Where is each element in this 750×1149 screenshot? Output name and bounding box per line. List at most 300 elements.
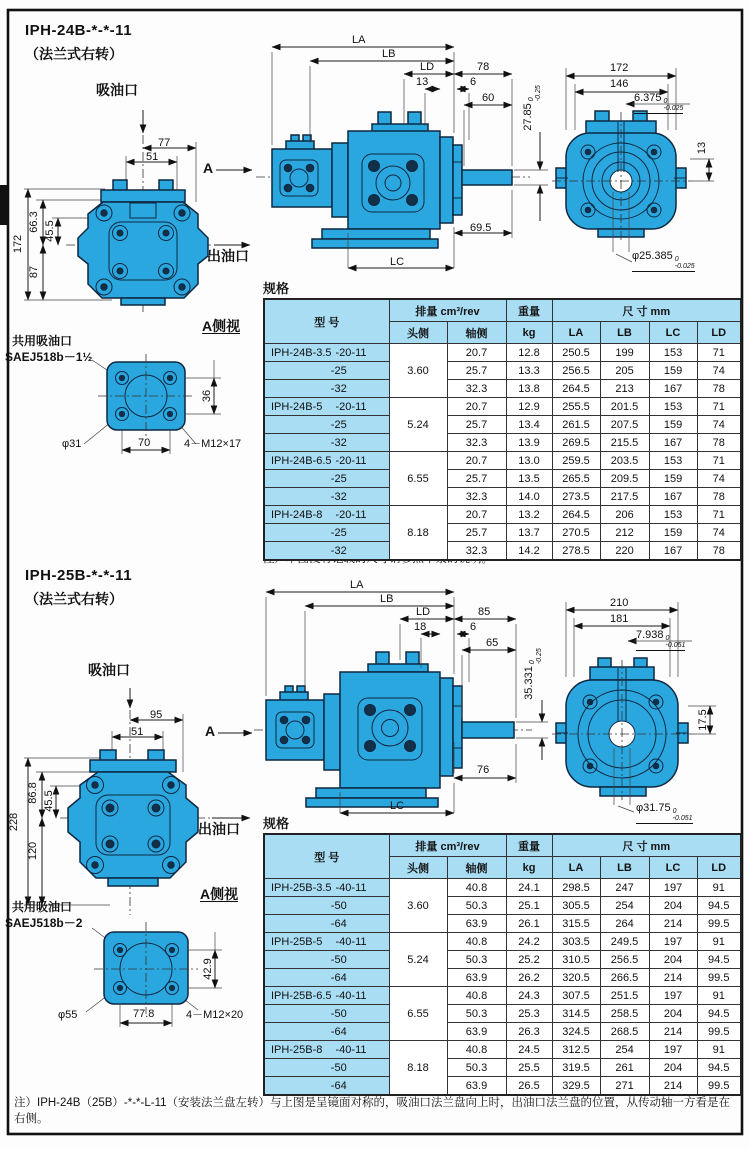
spec-cell: 63.9 (447, 1077, 506, 1096)
col-lc: LC (649, 857, 697, 879)
spec-cell: 264.5 (552, 380, 600, 398)
spec-cell: 26.5 (506, 1077, 552, 1096)
dim-phi55: φ55 (58, 1009, 78, 1021)
dim-36: 36 (201, 389, 213, 403)
spec-cell: 256.5 (600, 951, 649, 969)
spec-cell: 24.3 (506, 987, 552, 1005)
col-shaft-side: 轴侧 (447, 322, 506, 344)
spec-row (264, 434, 741, 452)
dim-bolt-m12x17: 4－M12×17 (184, 438, 242, 450)
col-lc: LC (649, 322, 697, 344)
pump-side-view-24b (256, 47, 548, 268)
dim-172: 172 (12, 234, 24, 254)
spec-cell: 14.2 (506, 542, 552, 561)
spec-cell: 6.55 (389, 987, 447, 1041)
col-size: 尺 寸 mm (552, 299, 741, 322)
spec-cell: -64 (264, 1077, 389, 1096)
spec-cell: IPH-24B-6.5 -20-11 (264, 452, 389, 470)
section1-subtitle: （法兰式右转） (25, 46, 123, 62)
spec-cell: 32.3 (447, 488, 506, 506)
dim-lc: LC (390, 256, 405, 268)
spec-cell: 91 (697, 987, 741, 1005)
spec-cell: 278.5 (552, 542, 600, 561)
spec-cell: 74 (697, 524, 741, 542)
spec-cell: 94.5 (697, 951, 741, 969)
spec-cell: 25.1 (506, 897, 552, 915)
pump-side-view-25b (254, 592, 548, 813)
spec-cell: 204 (649, 1005, 697, 1023)
spec-cell: 94.5 (697, 1005, 741, 1023)
dim-shaft-dia-25-385: φ25.385 0 -0.025 (632, 250, 695, 270)
dim-69-5: 69.5 (470, 222, 492, 234)
dim-13-rear: 13 (696, 141, 708, 155)
col-lb: LB (600, 322, 649, 344)
spec-cell: 305.5 (552, 897, 600, 915)
spec-cell: 13.7 (506, 524, 552, 542)
spec-cell: 266.5 (600, 969, 649, 987)
spec-cell: 214 (649, 969, 697, 987)
spec-cell: 12.8 (506, 344, 552, 362)
dim-18: 18 (414, 621, 427, 633)
spec-row (264, 1059, 741, 1077)
spec-cell: 204 (649, 1059, 697, 1077)
dim-la-2: LA (350, 579, 364, 591)
dim-shaft-35-331: 35.331 0 -0.25 (523, 648, 543, 700)
spec-cell: 26.3 (506, 1023, 552, 1041)
spec-cell: 99.5 (697, 915, 741, 933)
discharge-port-label: 出油口 (207, 248, 249, 264)
dim-key-7-938: 7.938 0 -0.051 (636, 629, 686, 649)
spec-cell: 25.3 (506, 1005, 552, 1023)
col-weight: 重量 (506, 299, 552, 322)
spec-cell: -64 (264, 1023, 389, 1041)
dim-120: 120 (27, 841, 39, 861)
spec-cell: 209.5 (600, 470, 649, 488)
spec-row (264, 1041, 741, 1059)
dim-172-rear: 172 (610, 62, 629, 74)
col-model: 型 号 (264, 299, 389, 344)
spec-cell: 298.5 (552, 879, 600, 897)
page-edge-tab (0, 185, 9, 225)
dim-146: 146 (610, 78, 629, 90)
spec-cell: 40.8 (447, 879, 506, 897)
spec-cell: 203.5 (600, 452, 649, 470)
spec-cell: 213 (600, 380, 649, 398)
dim-lb: LB (382, 48, 396, 60)
spec-cell: 319.5 (552, 1059, 600, 1077)
spec-cell: 50.3 (447, 1005, 506, 1023)
spec-cell: 12.9 (506, 398, 552, 416)
col-ld: LD (697, 322, 741, 344)
spec-cell: 259.5 (552, 452, 600, 470)
spec-cell: -50 (264, 1059, 389, 1077)
dim-210: 210 (610, 597, 629, 609)
spec-cell: 320.5 (552, 969, 600, 987)
spec-cell: 199 (600, 344, 649, 362)
spec-cell: -25 (264, 524, 389, 542)
spec-cell: 159 (649, 524, 697, 542)
spec-cell: 207.5 (600, 416, 649, 434)
spec-cell: 99.5 (697, 1023, 741, 1041)
spec-cell: -25 (264, 470, 389, 488)
spec-cell: 25.7 (447, 416, 506, 434)
dim-95: 95 (150, 709, 163, 721)
dim-65: 65 (486, 637, 499, 649)
spec-cell: 310.5 (552, 951, 600, 969)
suction-port-label: 吸油口 (96, 82, 138, 98)
spec-cell: -32 (264, 380, 389, 398)
spec-cell: 20.7 (447, 398, 506, 416)
a-side-view-label-2: A侧视 (200, 886, 239, 902)
a-side-view-label: A侧视 (202, 318, 241, 334)
spec-cell: 5.24 (389, 933, 447, 987)
dim-45-5-2: 45.5 (43, 790, 55, 812)
spec-cell: 271 (600, 1077, 649, 1096)
spec-cell: 25.7 (447, 470, 506, 488)
dim-ld-2: LD (416, 606, 431, 618)
dim-lb-2: LB (380, 593, 394, 605)
spec-cell: 268.5 (600, 1023, 649, 1041)
spec-cell: 167 (649, 542, 697, 561)
spec-cell: 167 (649, 380, 697, 398)
spec-cell: IPH-25B-5 -40-11 (264, 933, 389, 951)
spec-cell: 25.7 (447, 362, 506, 380)
spec-row (264, 879, 741, 897)
spec-cell: 159 (649, 416, 697, 434)
spec-cell: 14.0 (506, 488, 552, 506)
dim-lc-2: LC (390, 800, 405, 812)
spec-cell: IPH-24B-8 -20-11 (264, 506, 389, 524)
spec-cell: -50 (264, 951, 389, 969)
dim-86-8: 86.8 (27, 782, 39, 804)
spec-cell: 63.9 (447, 915, 506, 933)
view-a-mark: A (203, 160, 214, 176)
spec-cell: 153 (649, 506, 697, 524)
col-displacement: 排量 cm³/rev (389, 299, 506, 322)
col-ld: LD (697, 857, 741, 879)
spec-cell: 13.0 (506, 452, 552, 470)
spec-cell: 261 (600, 1059, 649, 1077)
col-la: LA (552, 322, 600, 344)
spec-row (264, 398, 741, 416)
pump-front-view-25b (24, 688, 252, 915)
suction-port-label-2: 吸油口 (88, 662, 130, 678)
spec-cell: 13.2 (506, 506, 552, 524)
spec-cell: 13.3 (506, 362, 552, 380)
dim-70: 70 (138, 437, 151, 449)
spec-cell: 197 (649, 879, 697, 897)
spec-cell: 40.8 (447, 987, 506, 1005)
spec-cell: 50.3 (447, 1059, 506, 1077)
spec-cell: 50.3 (447, 897, 506, 915)
col-lb: LB (600, 857, 649, 879)
spec-cell: IPH-24B-5 -20-11 (264, 398, 389, 416)
dim-shaft-dia-31-75: φ31.75 0 -0.051 (636, 802, 693, 822)
spec-cell: 74 (697, 362, 741, 380)
spec-cell: 74 (697, 470, 741, 488)
dim-bolt-m12x20: 4－M12×20 (186, 1009, 244, 1021)
common-suction-label-1: 共用吸油口 (12, 334, 73, 348)
spec-cell: 13.4 (506, 416, 552, 434)
dim-66-3: 66.3 (28, 211, 40, 233)
spec-row (264, 1023, 741, 1041)
section2-title: IPH-25B-*-*-11 (25, 567, 133, 584)
spec-cell: 269.5 (552, 434, 600, 452)
spec-cell: 315.5 (552, 915, 600, 933)
spec-cell: 78 (697, 488, 741, 506)
spec-row (264, 1005, 741, 1023)
spec-cell: 71 (697, 344, 741, 362)
spec-cell: 256.5 (552, 362, 600, 380)
spec-cell: 214 (649, 915, 697, 933)
col-la: LA (552, 857, 600, 879)
pump-rear-view-25b (552, 602, 716, 812)
spec-cell: 220 (600, 542, 649, 561)
spec-row (264, 344, 741, 362)
spec-cell: -64 (264, 915, 389, 933)
spec-row (264, 380, 741, 398)
spec-cell: 63.9 (447, 969, 506, 987)
spec-cell: 6.55 (389, 452, 447, 506)
spec-row (264, 470, 741, 488)
spec-cell: 25.2 (506, 951, 552, 969)
spec-cell: 307.5 (552, 987, 600, 1005)
dim-45-5: 45.5 (44, 220, 56, 242)
spec-cell: 255.5 (552, 398, 600, 416)
spec-cell: 254 (600, 897, 649, 915)
spec-cell: 204 (649, 951, 697, 969)
spec-cell: 197 (649, 1041, 697, 1059)
spec-cell: 167 (649, 434, 697, 452)
spec-table-25b (263, 833, 742, 1096)
pump-front-view-24b (24, 110, 252, 312)
pump-rear-view-24b (552, 68, 714, 262)
spec-cell: 50.3 (447, 951, 506, 969)
dim-13: 13 (416, 76, 429, 88)
spec-table-24b (263, 298, 742, 561)
col-kg: kg (506, 857, 552, 879)
spec-cell: 32.3 (447, 542, 506, 561)
col-head-side: 头侧 (389, 857, 447, 879)
spec-cell: 159 (649, 470, 697, 488)
section1-title: IPH-24B-*-*-11 (25, 22, 133, 39)
spec-cell: 159 (649, 362, 697, 380)
spec-row (264, 488, 741, 506)
spec-cell: 258.5 (600, 1005, 649, 1023)
spec-cell: 91 (697, 1041, 741, 1059)
spec-cell: 273.5 (552, 488, 600, 506)
spec-row (264, 897, 741, 915)
common-suction-label-2: SAEJ518b－1½ (5, 350, 93, 364)
spec-cell: 99.5 (697, 969, 741, 987)
spec-cell: 8.18 (389, 1041, 447, 1096)
col-model: 型 号 (264, 834, 389, 879)
dim-51-2: 51 (131, 726, 144, 738)
spec-title-2: 规格 (263, 816, 290, 831)
spec-cell: 167 (649, 488, 697, 506)
footer-note: 注）IPH-24B（25B）-*-*-L-11（安装法兰盘左转）与上图是呈镜面对称的，吸油口法兰盘向上时，出油口法兰盘的位置，从传动轴一方看是在右侧。 (14, 1097, 731, 1125)
spec-cell: 91 (697, 879, 741, 897)
spec-cell: 265.5 (552, 470, 600, 488)
dim-key-6-375: 6.375 0 -0.025 (634, 92, 684, 112)
spec-cell: 329.5 (552, 1077, 600, 1096)
spec-cell: 24.1 (506, 879, 552, 897)
spec-cell: 206 (600, 506, 649, 524)
dim-77: 77 (158, 137, 171, 149)
spec-cell: 71 (697, 506, 741, 524)
spec-cell: 153 (649, 344, 697, 362)
spec-title-1: 规格 (263, 281, 290, 296)
spec-cell: 212 (600, 524, 649, 542)
spec-cell: 13.9 (506, 434, 552, 452)
spec-cell: 78 (697, 542, 741, 561)
dim-78: 78 (477, 61, 490, 73)
spec-cell: -32 (264, 488, 389, 506)
spec-cell: IPH-25B-8 -40-11 (264, 1041, 389, 1059)
spec-row (264, 542, 741, 561)
spec-cell: 247 (600, 879, 649, 897)
spec-cell: 24.5 (506, 1041, 552, 1059)
dim-228: 228 (8, 812, 20, 832)
spec-cell: 215.5 (600, 434, 649, 452)
spec-cell: 324.5 (552, 1023, 600, 1041)
spec-cell: 264.5 (552, 506, 600, 524)
spec-cell: 250.5 (552, 344, 600, 362)
spec-cell: 40.8 (447, 1041, 506, 1059)
dim-87: 87 (28, 265, 40, 279)
spec-cell: 201.5 (600, 398, 649, 416)
dim-85: 85 (478, 606, 491, 618)
spec-cell: -50 (264, 1005, 389, 1023)
spec-cell: 217.5 (600, 488, 649, 506)
spec-row (264, 933, 741, 951)
spec-cell: 26.2 (506, 969, 552, 987)
spec-cell: 205 (600, 362, 649, 380)
spec-cell: 303.5 (552, 933, 600, 951)
dim-77-8: 77.8 (133, 1008, 155, 1020)
col-shaft-side: 轴侧 (447, 857, 506, 879)
dim-60: 60 (482, 92, 495, 104)
spec-cell: 254 (600, 1041, 649, 1059)
spec-cell: 25.5 (506, 1059, 552, 1077)
dim-6: 6 (470, 76, 477, 88)
spec-cell: 153 (649, 398, 697, 416)
spec-cell: 20.7 (447, 506, 506, 524)
spec-cell: 20.7 (447, 344, 506, 362)
spec-cell: 71 (697, 452, 741, 470)
spec-cell: 261.5 (552, 416, 600, 434)
spec-cell: -25 (264, 416, 389, 434)
dim-51: 51 (146, 151, 159, 163)
dim-17-5: 17.5 (697, 709, 709, 731)
spec-row (264, 951, 741, 969)
spec-cell: 8.18 (389, 506, 447, 561)
spec-cell: -32 (264, 434, 389, 452)
spec-cell: -25 (264, 362, 389, 380)
spec-cell: 314.5 (552, 1005, 600, 1023)
spec-cell: 78 (697, 434, 741, 452)
spec-row (264, 506, 741, 524)
spec-cell: -32 (264, 542, 389, 561)
dim-42-9: 42.9 (202, 958, 214, 980)
common-suction-label-3: 共用吸油口 (12, 900, 73, 914)
spec-cell: 74 (697, 416, 741, 434)
spec-cell: IPH-25B-6.5 -40-11 (264, 987, 389, 1005)
spec-cell: 214 (649, 1077, 697, 1096)
spec-cell: 251.5 (600, 987, 649, 1005)
common-suction-label-4: SAEJ518b－2 (5, 916, 83, 930)
col-kg: kg (506, 322, 552, 344)
dim-shaft-27-85: 27.85 0 -0.25 (522, 85, 542, 131)
spec-cell: 40.8 (447, 933, 506, 951)
spec-cell: 71 (697, 398, 741, 416)
view-a-mark-2: A (205, 723, 216, 739)
spec-cell: 153 (649, 452, 697, 470)
spec-cell: 24.2 (506, 933, 552, 951)
spec-cell: 270.5 (552, 524, 600, 542)
spec-cell: 26.1 (506, 915, 552, 933)
spec-cell: 197 (649, 987, 697, 1005)
spec-cell: 94.5 (697, 1059, 741, 1077)
dim-phi31: φ31 (62, 438, 82, 450)
spec-cell: 32.3 (447, 434, 506, 452)
spec-row (264, 416, 741, 434)
dim-6-2: 6 (470, 621, 477, 633)
spec-cell: 249.5 (600, 933, 649, 951)
col-size: 尺 寸 mm (552, 834, 741, 857)
spec-cell: 204 (649, 897, 697, 915)
col-weight: 重量 (506, 834, 552, 857)
spec-row (264, 524, 741, 542)
spec-row (264, 452, 741, 470)
spec-cell: 3.60 (389, 879, 447, 933)
spec-cell: 94.5 (697, 897, 741, 915)
spec-cell: IPH-25B-3.5 -40-11 (264, 879, 389, 897)
spec-cell: -50 (264, 897, 389, 915)
dim-ld: LD (420, 61, 435, 73)
spec-row (264, 987, 741, 1005)
dim-181: 181 (610, 613, 629, 625)
spec-row (264, 915, 741, 933)
spec-row (264, 1077, 741, 1096)
spec-cell: 20.7 (447, 452, 506, 470)
spec-cell: 312.5 (552, 1041, 600, 1059)
dim-76: 76 (477, 764, 490, 776)
spec-cell: 13.8 (506, 380, 552, 398)
section2-subtitle: （法兰式右转） (25, 591, 123, 607)
spec-cell: 264 (600, 915, 649, 933)
spec-row (264, 362, 741, 380)
col-head-side: 头侧 (389, 322, 447, 344)
spec-cell: 25.7 (447, 524, 506, 542)
spec-cell: -64 (264, 969, 389, 987)
spec-cell: 197 (649, 933, 697, 951)
spec-cell: 214 (649, 1023, 697, 1041)
discharge-port-label-2: 出油口 (198, 821, 240, 837)
spec-cell: 91 (697, 933, 741, 951)
spec-cell: 78 (697, 380, 741, 398)
dim-la: LA (352, 34, 366, 46)
spec-cell: 99.5 (697, 1077, 741, 1096)
spec-cell: 32.3 (447, 380, 506, 398)
spec-cell: 63.9 (447, 1023, 506, 1041)
spec-cell: 5.24 (389, 398, 447, 452)
spec-row (264, 969, 741, 987)
col-displacement: 排量 cm³/rev (389, 834, 506, 857)
spec-cell: 13.5 (506, 470, 552, 488)
spec-cell: IPH-24B-3.5 -20-11 (264, 344, 389, 362)
spec-cell: 3.60 (389, 344, 447, 398)
